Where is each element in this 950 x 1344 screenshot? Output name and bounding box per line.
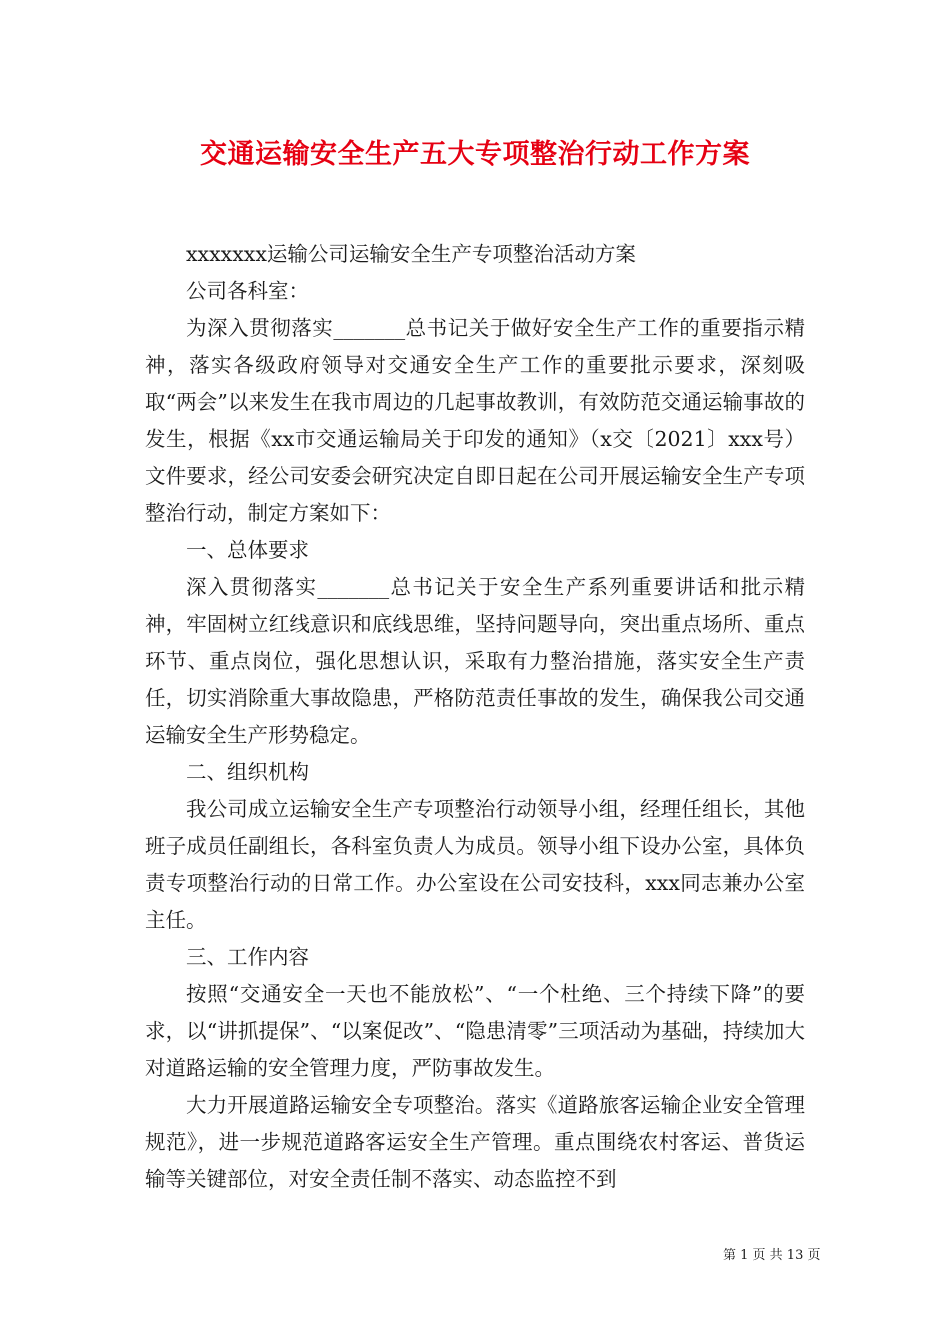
- paragraph-subtitle: xxxxxxx运输公司运输安全生产专项整治活动方案: [186, 242, 636, 266]
- section-heading-1: 一、总体要求: [186, 538, 309, 562]
- document-body: [145, 236, 805, 1198]
- paragraph-work-content: 按照“交通安全一天也不能放松”、“一个杜绝、三个持续下降”的要求，以“讲抓提保”、“以案促改”、“隐患清零”三项活动为基础，持续加大对道路运输的安全管理力度，严防事故发生。: [145, 982, 805, 1080]
- paragraph-general-requirements: 深入贯彻落实_______总书记关于安全生产系列重要讲话和批示精神，牢固树立红线意识和底线思维，坚持问题导向，突出重点场所、重点环节、重点岗位，强化思想认识，采取有力整治措施，落实安全生产责任，切实消除重大事故隐患，严格防范责任事故的发生，确保我公司交通运输安全生产形势稳定。: [145, 575, 805, 747]
- paragraph-intro: 为深入贯彻落实_______总书记关于做好安全生产工作的重要指示精神，落实各级政府领导对交通安全生产工作的重要批示要求，深刻吸取“两会”以来发生在我市周边的几起事故教训，有效防范交通运输事故的发生，根据《xx市交通运输局关于印发的通知》（x交〔2021〕xxx号）文件要求，经公司安委会研究决定自即日起在公司开展运输安全生产专项整治行动，制定方案如下：: [145, 316, 805, 525]
- paragraph-organization: 我公司成立运输安全生产专项整治行动领导小组，经理任组长，其他班子成员任副组长，各科室负责人为成员。领导小组下设办公室，具体负责专项整治行动的日常工作。办公室设在公司安技科，xxx同志兼办公室主任。: [145, 797, 805, 932]
- section-heading-2: 二、组织机构: [186, 760, 309, 784]
- section-heading-3: 三、工作内容: [186, 945, 309, 969]
- paragraph-road-transport: 大力开展道路运输安全专项整治。落实《道路旅客运输企业安全管理规范》，进一步规范道路客运安全生产管理。重点围绕农村客运、普货运输等关键部位，对安全责任制不落实、动态监控不到: [145, 1093, 805, 1191]
- page-number: 第 1 页 共 13 页: [723, 1248, 821, 1263]
- paragraph-salutation: 公司各科室：: [186, 279, 309, 303]
- document-title: 交通运输安全生产五大专项整治行动工作方案: [200, 139, 750, 170]
